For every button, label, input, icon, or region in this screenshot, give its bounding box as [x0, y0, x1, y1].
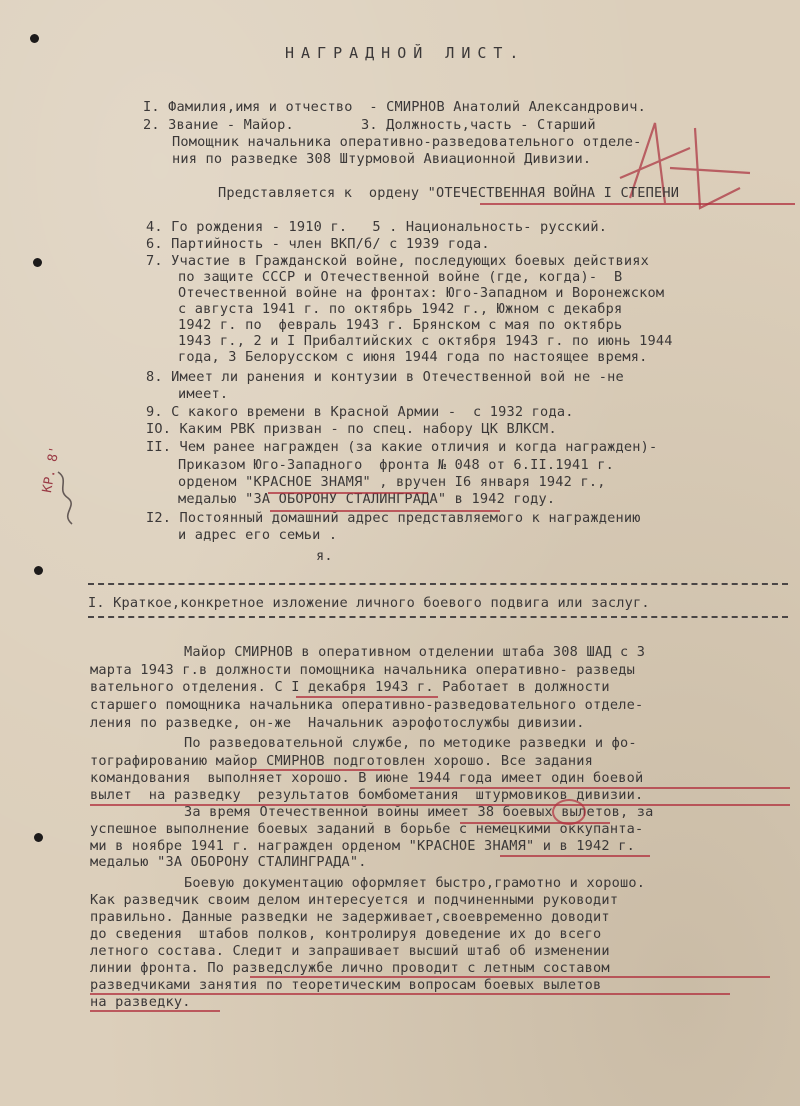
red-underline: [90, 804, 790, 806]
item-line: 1943 г., 2 и I Прибалтийских с октября 1943 г. по июнь 1944: [178, 333, 673, 349]
dashed-separator: [88, 583, 788, 585]
body-line: тографированию майор СМИРНОВ подготовлен хорошо. Все задания: [90, 753, 594, 769]
body-line: ления по разведке, он-же Начальник аэрофотослужбы дивизии.: [90, 715, 585, 731]
body-line: медалью "ЗА ОБОРОНУ СТАЛИНГРАДА".: [90, 854, 367, 870]
margin-note: КР. 8': [40, 445, 63, 494]
item-line: 4. Го рождения - 1910 г. 5 . Национальность- русский.: [146, 219, 608, 235]
dashed-separator: [88, 616, 788, 618]
body-line: линии фронта. По разведслужбе лично проводит с летным составом: [90, 960, 610, 976]
body-line: командования выполняет хорошо. В июне 1944 года имеет один боевой: [90, 770, 644, 786]
punch-hole: [33, 258, 42, 267]
body-line: на разведку.: [90, 994, 191, 1010]
body-line: Боевую документацию оформляет быстро,грамотно и хорошо.: [184, 875, 646, 891]
punch-hole: [34, 833, 43, 842]
red-underline: [480, 203, 795, 205]
item-line: I2. Постоянный домашний адрес представляемого к награждению: [146, 510, 641, 526]
item-line: II. Чем ранее награжден (за какие отличия и когда награжден)-: [146, 439, 658, 455]
item-line: Приказом Юго-Западного фронта № 048 от 6.II.1941 г.: [178, 457, 614, 473]
body-line: разведчиками занятия по теоретическим вопросам боевых вылетов: [90, 977, 602, 993]
body-line: старшего помощника начальника оперативно-разведовательного отделе-: [90, 697, 644, 713]
presented-line: Представляется к ордену "ОТЕЧЕСТВЕННАЯ ВОЙНА I СТЕПЕНИ: [218, 185, 680, 201]
item-line: с августа 1941 г. по октябрь 1942 г., Южном с декабря: [178, 301, 623, 317]
header-line: Помощник начальника оперативно-разведовательного отделе-: [172, 134, 642, 150]
header-line: I. Фамилия,имя и отчество - СМИРНОВ Анатолий Александрович.: [143, 99, 647, 115]
red-underline: [296, 696, 438, 698]
body-line: до сведения штабов полков, контролируя доведение их до всего: [90, 926, 602, 942]
body-line: ми в ноябре 1941 г. награжден орденом "КРАСНОЕ ЗНАМЯ" и в 1942 г.: [90, 838, 635, 854]
item-line: 9. С какого времени в Красной Армии - с 1932 года.: [146, 404, 574, 420]
body-line: По разведовательной службе, по методике разведки и фо-: [184, 735, 637, 751]
margin-signature: [52, 468, 84, 528]
item-line: по защите СССР и Отечественной войне (где, когда)- В: [178, 269, 623, 285]
item-line: и адрес его семьи .: [178, 527, 338, 543]
item-line: я.: [316, 548, 333, 564]
item-line: орденом "КРАСНОЕ ЗНАМЯ" , вручен I6 января 1942 г.,: [178, 474, 606, 490]
item-line: 7. Участие в Гражданской войне, последующих боевых действиях: [146, 253, 650, 269]
item-line: года, 3 Белорусском с июня 1944 года по настоящее время.: [178, 349, 648, 365]
red-circle-mark: [552, 799, 586, 825]
item-line: медалью "ЗА ОБОРОНУ СТАЛИНГРАДА" в 1942 году.: [178, 491, 556, 507]
body-line: вательного отделения. С I декабря 1943 г. Работает в должности: [90, 679, 610, 695]
red-underline: [90, 1010, 220, 1012]
red-underline: [270, 510, 500, 512]
item-line: Отечественной войне на фронтах: Юго-Западном и Воронежском: [178, 285, 665, 301]
body-line: За время Отечественной войны имеет 38 боевых вылетов, за: [184, 804, 654, 820]
section-heading: I. Краткое,конкретное изложение личного боевого подвига или заслуг.: [88, 595, 650, 611]
body-line: правильно. Данные разведки не задерживает,своевременно доводит: [90, 909, 610, 925]
body-line: Как разведчик своим делом интересуется и подчиненными руководит: [90, 892, 619, 908]
document-title: НАГРАДНОЙ ЛИСТ.: [285, 44, 526, 62]
red-underline: [500, 855, 650, 857]
item-line: имеет.: [178, 386, 229, 402]
red-underline: [250, 976, 770, 978]
punch-hole: [34, 566, 43, 575]
red-underline: [268, 492, 428, 494]
red-underline: [410, 787, 790, 789]
body-line: успешное выполнение боевых заданий в борьбе с немецкими оккупанта-: [90, 821, 644, 837]
item-line: 8. Имеет ли ранения и контузии в Отечественной вой не -не: [146, 369, 624, 385]
body-line: марта 1943 г.в должности помощника начальника оперативно- разведы: [90, 662, 635, 678]
header-line: ния по разведке 308 Штурмовой Авиационной Дивизии.: [172, 151, 592, 167]
body-line: вылет на разведку результатов бомбометания штурмовиков дивизии.: [90, 787, 644, 803]
punch-hole: [30, 34, 39, 43]
red-underline: [90, 993, 730, 995]
red-underline: [460, 822, 610, 824]
header-line: 2. Звание - Майор. 3. Должность,часть - Старший: [143, 117, 596, 133]
item-line: IO. Каким РВК призван - по спец. набору ЦК ВЛКСМ.: [146, 421, 557, 437]
item-line: 1942 г. по февраль 1943 г. Брянском с мая по октябрь: [178, 317, 623, 333]
item-line: 6. Партийность - член ВКП/б/ с 1939 года.: [146, 236, 490, 252]
body-line: Майор СМИРНОВ в оперативном отделении штаба 308 ШАД с 3: [184, 644, 646, 660]
body-line: летного состава. Следит и запрашивает высший штаб об изменении: [90, 943, 610, 959]
red-underline: [250, 769, 390, 771]
